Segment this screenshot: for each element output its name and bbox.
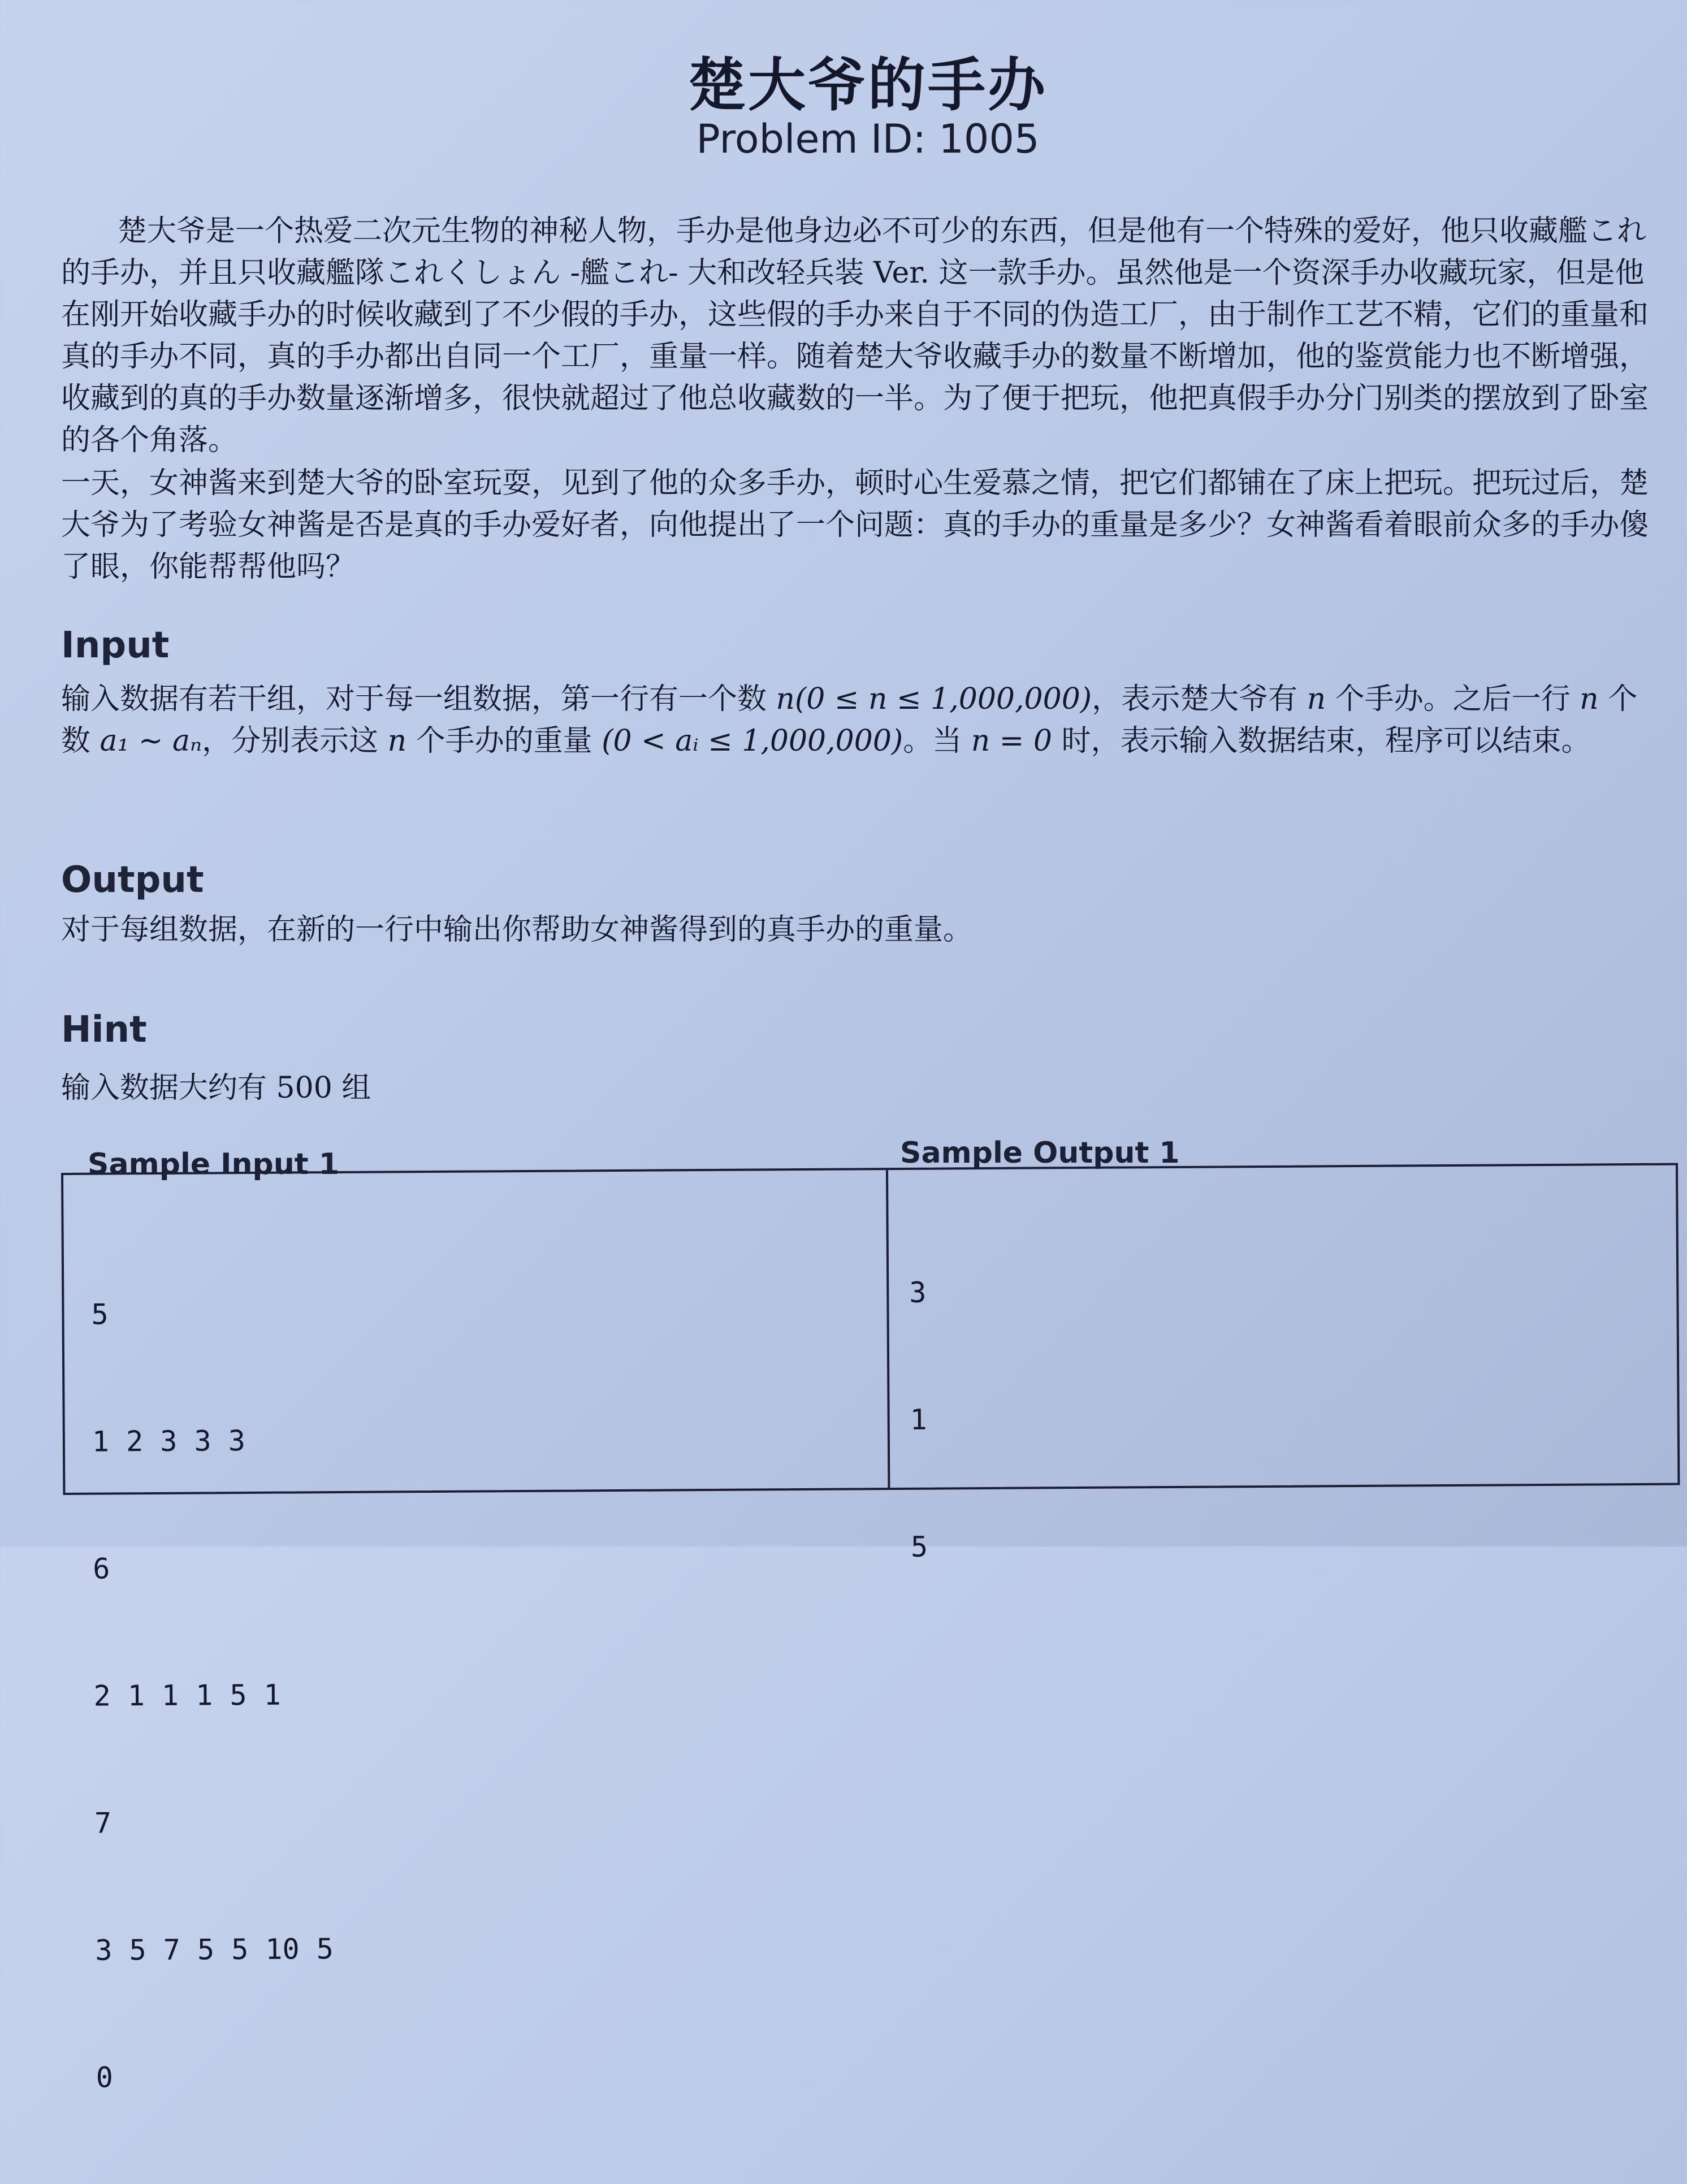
description-paragraph-1: 楚大爷是一个热爱二次元生物的神秘人物，手办是他身边必不可少的东西，但是他有一个特殊的爱好，他只收藏艦これ的手办，并且只收藏艦隊これくしょん -艦これ- 大和改轻兵装 Ver. 这一款手办。虽然他是一个资深手办收藏玩家，但是他在刚开始收藏手办的时候收藏到了不少假的手办，这些假的手办来自于不同的伪造工厂，由于制作工艺不精，它们的重量和真的手办不同，真的手办都出自同一个工厂，重量一样。随着楚大爷收藏手办的数量不断增加，他的鉴赏能力也不断增强，收藏到的真的手办数量逐渐增多，很快就超过了他总收藏数的一半。为了便于把玩，他把真假手办分门别类的摆放到了卧室的各个角落。 (61, 214, 1649, 457)
input-math-7: n = 0 (971, 724, 1052, 758)
hint-heading: Hint (61, 1009, 147, 1051)
input-text-6: 个手办的重量 (406, 724, 602, 758)
sample-input-line: 1 2 3 3 3 (92, 1424, 246, 1458)
sample-table (61, 1163, 1680, 2094)
input-math-3: n (1580, 682, 1599, 716)
sample-input-line: 0 (96, 2061, 114, 2094)
input-text-8: 时，表示输入数据结束，程序可以结束。 (1052, 724, 1591, 758)
input-text-5: ，分别表示这 (202, 724, 388, 758)
input-math-6: (0 < aᵢ ≤ 1,000,000) (602, 724, 903, 758)
sample-input-label: Sample Input 1 (88, 1147, 339, 1181)
input-math-1: n(0 ≤ n ≤ 1,000,000) (776, 682, 1092, 716)
problem-title: 楚大爷的手办 (688, 52, 1048, 119)
output-description: 对于每组数据，在新的一行中输出你帮助女神酱得到的真手办的重量。 (61, 913, 973, 947)
problem-id: Problem ID: 1005 (696, 116, 1040, 162)
sample-divider (886, 1170, 890, 1488)
sample-input-line: 7 (94, 1806, 112, 1840)
sample-output-line: 5 (910, 1530, 928, 1563)
input-text-2: ，表示楚大爷有 (1092, 682, 1307, 716)
sample-input-line: 2 1 1 1 5 1 (93, 1678, 281, 1713)
sample-input-line: 3 5 7 5 5 10 5 (95, 1932, 334, 1967)
input-text-3: 个手办。之后一行 (1326, 682, 1580, 716)
input-text-7: 。当 (903, 724, 971, 758)
sample-output-line: 3 (909, 1276, 927, 1309)
input-text-1: 输入数据有若干组，对于每一组数据，第一行有一个数 (61, 682, 776, 716)
sample-input-block (90, 1207, 335, 2184)
sample-output-block (909, 1186, 1014, 1653)
sample-input-line: 6 (93, 1552, 110, 1585)
sample-output-label: Sample Output 1 (900, 1136, 1180, 1170)
description-paragraph-2: 一天，女神酱来到楚大爷的卧室玩耍，见到了他的众多手办，顿时心生爱慕之情，把它们都铺在了床上把玩。把玩过后，楚大爷为了考验女神酱是否是真的手办爱好者，向他提出了一个问题：真的手办的重量是多少？女神酱看着眼前众多的手办傻了眼，你能帮帮他吗？ (61, 466, 1649, 584)
input-math-2: n (1307, 682, 1326, 716)
input-math-5: n (387, 724, 407, 758)
input-heading: Input (61, 625, 170, 666)
input-text-4: 个数 (61, 682, 1638, 758)
sample-output-line: 1 (910, 1403, 927, 1436)
input-math-4: a₁ ~ aₙ (100, 724, 202, 758)
sample-input-line: 5 (91, 1298, 109, 1331)
input-description (61, 678, 1667, 762)
hint-text: 输入数据大约有 500 组 (61, 1071, 371, 1105)
output-heading: Output (61, 859, 204, 901)
